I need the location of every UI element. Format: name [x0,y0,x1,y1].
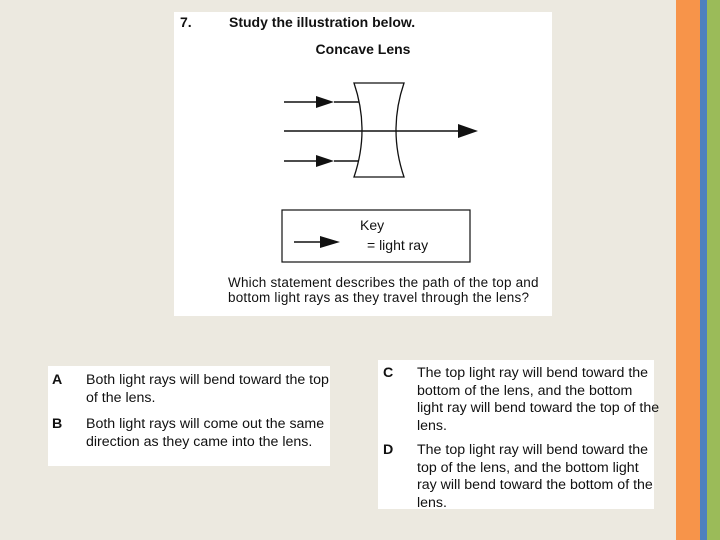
concave-lens [354,83,404,177]
option-text: The top light ray will bend toward the top of the lens, and the bottom light ray will bend toward the bottom of the lens. [417,442,653,511]
option-text: Both light rays will come out the same direction as they came into the lens. [86,416,325,450]
decorative-stripe-orange [676,0,700,540]
option-text: Both light rays will bend toward the top of the lens. [86,372,329,406]
option-letter: D [383,442,394,458]
option-letter: C [383,365,394,381]
question-stem: Which statement describes the path of the top and bottom light rays as they travel through the lens? [228,275,539,305]
light-ray-middle-arrowhead [458,124,478,138]
decorative-stripe-blue [700,0,707,540]
option-letter: B [52,416,63,432]
key-label: Key [360,217,385,233]
light-ray-bottom-arrowhead [316,155,334,167]
question-number: 7. [180,14,192,30]
answer-panel-right [378,360,660,511]
option-letter: A [52,372,63,388]
key-meaning: = light ray [367,237,429,253]
diagram-title: Concave Lens [315,41,411,57]
decorative-stripe-green [707,0,720,540]
option-text: The top light ray will bend toward the bottom of the lens, and the bottom light ray will bend toward the top of the lens. [417,365,660,434]
concave-lens-diagram [174,12,552,316]
question-instruction: Study the illustration below. [229,14,416,30]
answer-panel-left [48,366,330,466]
question-card [174,12,552,316]
light-ray-top-arrowhead [316,96,334,108]
